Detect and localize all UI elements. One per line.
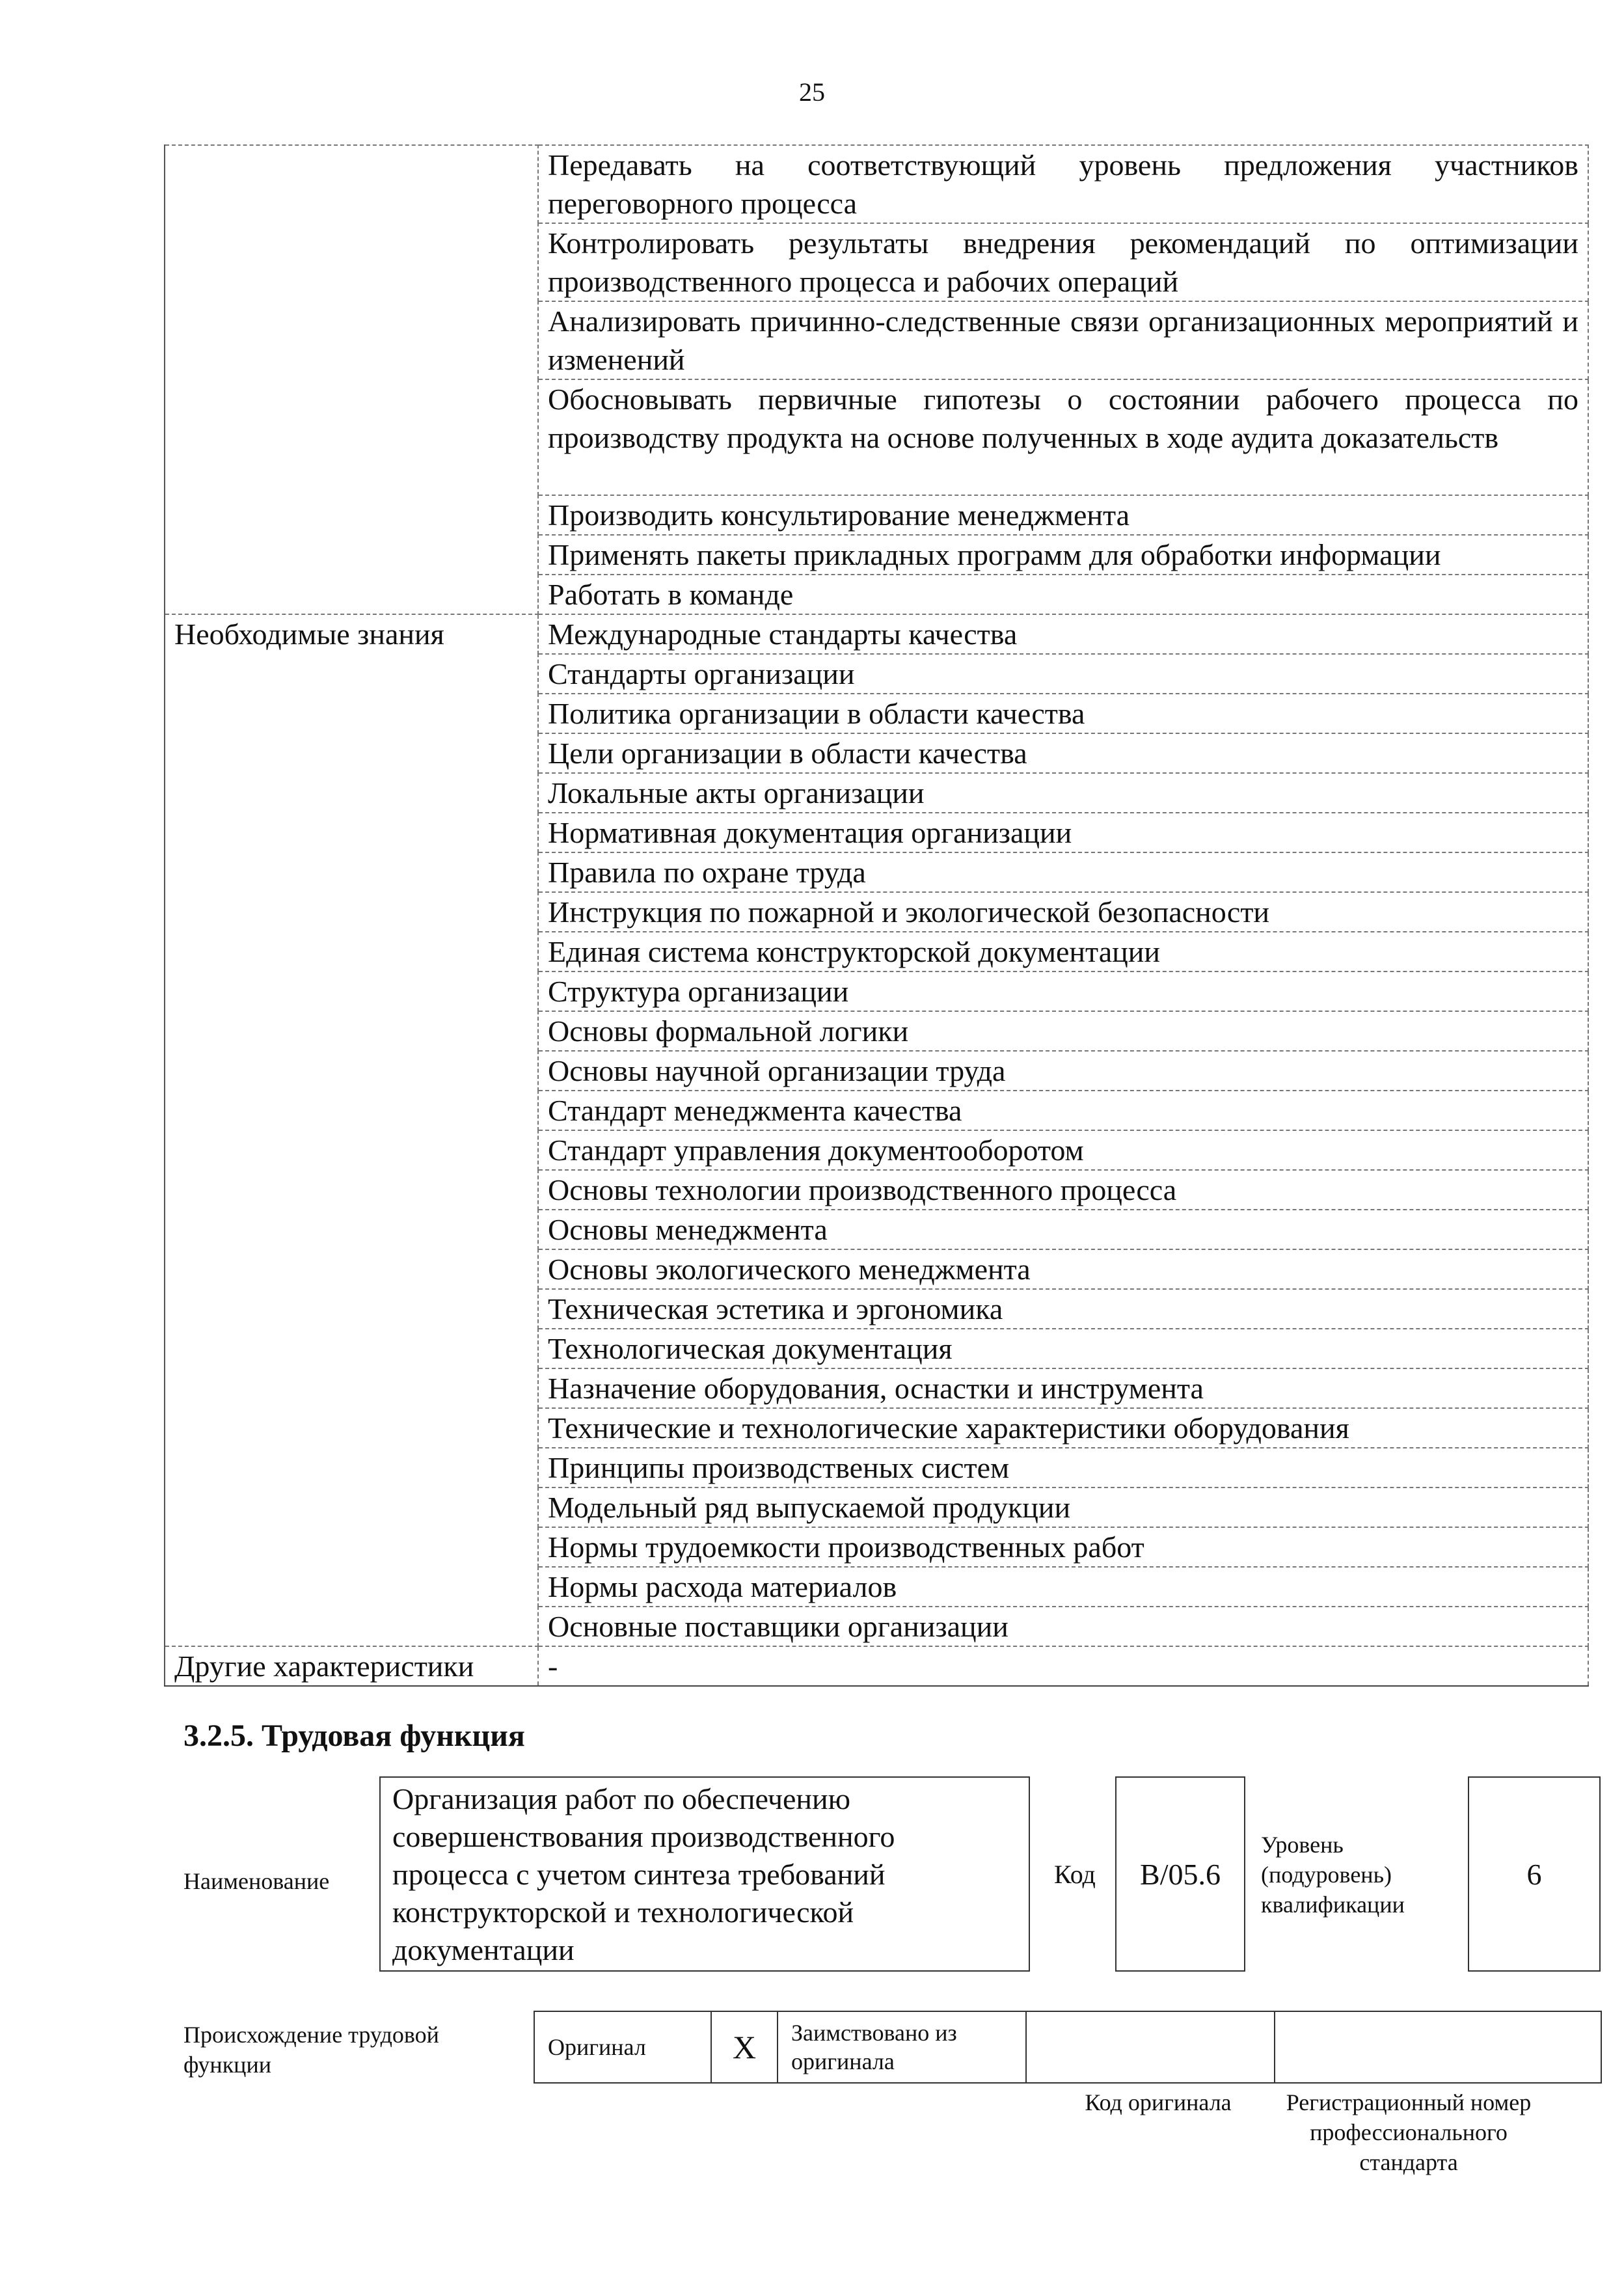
knowledge-item: Техническая эстетика и эргономика bbox=[538, 1289, 1588, 1329]
skill-item: Работать в команде bbox=[538, 575, 1588, 614]
skill-item: Применять пакеты прикладных программ для обработки информации bbox=[538, 535, 1588, 575]
knowledge-item: Основные поставщики организации bbox=[538, 1607, 1588, 1646]
code-label: Код bbox=[1054, 1860, 1096, 1889]
knowledge-item: Основы экологического менеджмента bbox=[538, 1249, 1588, 1289]
knowledge-item: Стандарты организации bbox=[538, 654, 1588, 694]
level-label: Уровень (подуровень) квалификации bbox=[1261, 1832, 1405, 1918]
function-name-box: Организация работ по обеспечению совершенствования производственного процесса с учетом синтеза требований конструкторской и технологической документации bbox=[379, 1776, 1030, 1972]
knowledge-item: Основы технологии производственного процесса bbox=[538, 1170, 1588, 1210]
knowledge-item: Структура организации bbox=[538, 971, 1588, 1011]
origin-label: Происхождение трудовой функции bbox=[183, 2022, 439, 2078]
original-code-caption: Код оригинала bbox=[1085, 2089, 1232, 2115]
other-characteristics-value: - bbox=[538, 1646, 1588, 1686]
knowledge-item: Правила по охране труда bbox=[538, 852, 1588, 892]
registration-number-cell bbox=[1275, 2011, 1601, 2083]
skill-item: Производить консультирование менеджмента bbox=[538, 495, 1588, 535]
knowledge-item: Принципы производственых систем bbox=[538, 1448, 1588, 1487]
knowledge-item: Нормы трудоемкости производственных работ bbox=[538, 1527, 1588, 1567]
knowledge-item: Модельный ряд выпускаемой продукции bbox=[538, 1487, 1588, 1527]
knowledge-item: Инструкция по пожарной и экологической безопасности bbox=[538, 892, 1588, 932]
knowledge-item: Основы научной организации труда bbox=[538, 1051, 1588, 1091]
skill-item: Анализировать причинно-следственные связи организационных мероприятий и изменений bbox=[538, 301, 1588, 379]
knowledge-item: Нормы расхода материалов bbox=[538, 1567, 1588, 1607]
page-number: 25 bbox=[799, 77, 825, 107]
section-title: 3.2.5. Трудовая функция bbox=[183, 1718, 525, 1753]
knowledge-item: Локальные акты организации bbox=[538, 773, 1588, 813]
knowledge-item: Нормативная документация организации bbox=[538, 813, 1588, 852]
original-mark: Х bbox=[711, 2011, 778, 2083]
knowledge-item: Назначение оборудования, оснастки и инструмента bbox=[538, 1368, 1588, 1408]
skills-label-cell bbox=[165, 145, 538, 614]
original-label: Оригинал bbox=[534, 2011, 711, 2083]
knowledge-item: Стандарт менеджмента качества bbox=[538, 1091, 1588, 1130]
knowledge-item: Международные стандарты качества bbox=[538, 614, 1588, 654]
knowledge-item: Основы менеджмента bbox=[538, 1210, 1588, 1249]
knowledge-item: Основы формальной логики bbox=[538, 1011, 1588, 1051]
knowledge-item: Технические и технологические характеристики оборудования bbox=[538, 1408, 1588, 1448]
registration-number-caption: Регистрационный номер профессионального стандарта bbox=[1286, 2089, 1532, 2175]
function-code-box: В/05.6 bbox=[1115, 1776, 1245, 1972]
skill-item: Обосновывать первичные гипотезы о состоянии рабочего процесса по производству продукта на основе полученных в ходе аудита доказательств bbox=[538, 379, 1588, 495]
borrowed-label: Заимствовано из оригинала bbox=[778, 2011, 1026, 2083]
knowledge-label: Необходимые знания bbox=[165, 614, 538, 1646]
competency-table bbox=[164, 144, 1589, 1687]
knowledge-item: Цели организации в области качества bbox=[538, 733, 1588, 773]
skill-item: Передавать на соответствующий уровень предложения участников переговорного процесса bbox=[538, 145, 1588, 223]
knowledge-item: Стандарт управления документооборотом bbox=[538, 1130, 1588, 1170]
other-characteristics-label: Другие характеристики bbox=[165, 1646, 538, 1686]
origin-table bbox=[534, 2011, 1602, 2084]
knowledge-item: Технологическая документация bbox=[538, 1329, 1588, 1368]
knowledge-item: Политика организации в области качества bbox=[538, 694, 1588, 733]
skill-item: Контролировать результаты внедрения рекомендаций по оптимизации производственного процесса и рабочих операций bbox=[538, 223, 1588, 301]
original-code-cell bbox=[1026, 2011, 1275, 2083]
knowledge-item: Единая система конструкторской документации bbox=[538, 932, 1588, 971]
name-label: Наименование bbox=[183, 1868, 330, 1894]
qualification-level-box: 6 bbox=[1468, 1776, 1601, 1972]
